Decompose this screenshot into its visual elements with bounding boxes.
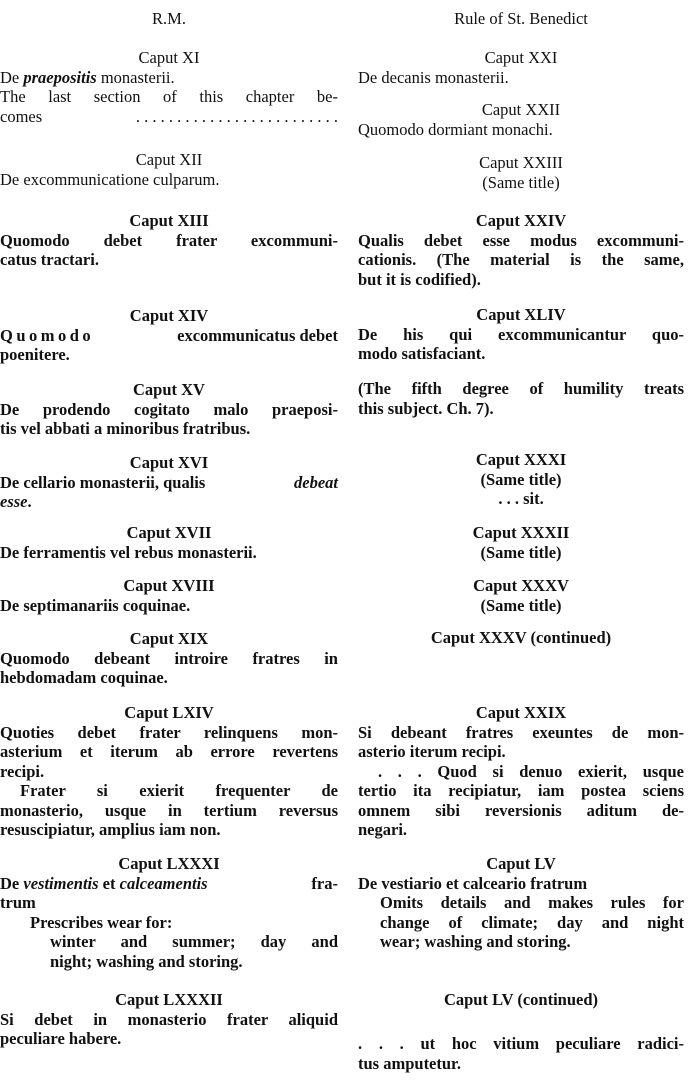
- entry-caput-lxxxi: [0, 854, 338, 971]
- entry-line: resuscipiatur, amplius iam non.: [0, 820, 221, 839]
- entry-caput-xxxv: [358, 576, 684, 615]
- entry-line: Quomodo debeant introire fratres in: [0, 648, 338, 668]
- entry-line: (The fifth degree of humility treats: [358, 379, 684, 398]
- caput-heading: Caput LV (continued): [443, 990, 599, 1009]
- entry-caput-xi: [0, 48, 338, 126]
- caput-heading: Caput XIX: [129, 629, 209, 648]
- caput-heading: Caput XXXV (continued): [430, 628, 612, 647]
- entry-line: (Same title): [482, 172, 560, 192]
- entry-line: change of climate; day and night: [380, 912, 684, 932]
- entry-line: hebdomadam coquinae.: [0, 668, 168, 687]
- entry-caput-xxiii: [358, 153, 684, 192]
- caput-heading: Caput LV: [486, 854, 556, 873]
- entry-line: recipi.: [0, 761, 45, 781]
- entry-line: De decanis monasterii.: [358, 67, 509, 87]
- entry-line: tis vel abbati a minoribus fratribus.: [0, 419, 251, 438]
- entry-line: De cellario monasterii, qualis debeat: [0, 472, 338, 492]
- entry-caput-xxi: [358, 48, 684, 87]
- entry-caput-xvi: [0, 453, 338, 512]
- entry-line: Qualis debet esse modus excommuni-: [358, 230, 684, 250]
- entry-fifth-degree-note: [358, 379, 684, 418]
- entry-line: Si debeant fratres exeuntes de mon-: [358, 722, 684, 742]
- entry-line: catus tractari.: [0, 250, 99, 269]
- entry-line: negari.: [358, 820, 408, 839]
- entry-caput-xv: [0, 380, 338, 439]
- entry-caput-lv: [358, 854, 684, 952]
- entry-line: De ferramentis vel rebus monasterii.: [0, 542, 257, 562]
- entry-caput-xvii: [0, 523, 338, 562]
- entry-line: . . . Quod si denuo exierit, usque: [378, 761, 684, 781]
- entry-line: Quomodo excommunicatus debet: [0, 325, 338, 345]
- entry-caput-lv-continued: [358, 990, 684, 1010]
- entry-caput-xliv: [358, 305, 684, 364]
- entry-line: peculiare habere.: [0, 1029, 122, 1048]
- caput-heading: Caput LXXXI: [118, 854, 220, 873]
- entry-caput-xxxv-continued: [358, 628, 684, 648]
- caput-heading: Caput XII: [135, 150, 203, 169]
- entry-caput-xiii: [0, 211, 338, 270]
- entry-line: esse.: [0, 492, 32, 511]
- entry-caput-lxxxii: [0, 990, 338, 1049]
- entry-line: tertio ita recipiatur, iam postea sciens: [358, 781, 684, 800]
- caput-heading: Caput XXII: [481, 100, 561, 119]
- caput-heading: Caput XXIX: [475, 703, 567, 722]
- entry-line: De vestiario et calceario fratrum: [358, 873, 588, 893]
- column-header-rm: R.M.: [152, 9, 186, 28]
- entry-line: . . . sit.: [498, 489, 544, 508]
- entry-line: De excommunicatione culparum.: [0, 169, 220, 189]
- entry-line: Frater si exierit frequenter de: [20, 781, 338, 800]
- entry-caput-xxxii: [358, 523, 684, 562]
- entry-caput-xxiv: [358, 211, 684, 289]
- caput-heading: Caput XI: [138, 48, 200, 67]
- entry-line: but it is codified).: [358, 269, 481, 289]
- entry-line: tus amputetur.: [358, 1053, 461, 1073]
- entry-line: this subject. Ch. 7).: [358, 398, 494, 418]
- entry-line: Quoties debet frater relinquens mon-: [0, 722, 338, 742]
- caput-heading: Caput XXXII: [472, 523, 570, 542]
- caput-heading: Caput LXIV: [124, 703, 214, 722]
- entry-line: De septimanariis coquinae.: [0, 595, 191, 615]
- caput-heading: Caput XVI: [129, 453, 209, 472]
- entry-caput-xviii: [0, 576, 338, 615]
- entry-vitium-note: [358, 1034, 684, 1073]
- entry-line: . . . ut hoc vitium peculiare radici-: [358, 1034, 684, 1053]
- caput-heading: Caput XXXV: [473, 576, 569, 595]
- entry-line: wear; washing and storing.: [380, 932, 571, 951]
- entry-line: winter and summer; day and: [50, 932, 338, 951]
- entry-line: Quomodo dormiant monachi.: [358, 119, 553, 139]
- entry-line: De prodendo cogitato malo praeposi-: [0, 399, 338, 419]
- entry-line: De vestimentis et calceamentis fra-: [0, 873, 338, 893]
- entry-line: Quomodo debet frater excommuni-: [0, 230, 338, 250]
- entry-line: comes . . . . . . . . . . . . . . . . . . . . . . . . .: [0, 106, 338, 126]
- entry-line: night; washing and storing.: [50, 951, 243, 971]
- caput-heading: Caput LXXXII: [115, 990, 223, 1009]
- entry-caput-xxii: [358, 100, 684, 139]
- entry-caput-xix: [0, 629, 338, 688]
- caput-heading: Caput XXIII: [479, 153, 563, 172]
- entry-line: De his qui excommunicantur quo-: [358, 324, 684, 344]
- entry-caput-lxiv: [0, 703, 338, 840]
- entry-line: cationis. (The material is the same,: [358, 250, 684, 269]
- entry-caput-xiv: [0, 306, 338, 365]
- entry-caput-xxxi: [358, 450, 684, 509]
- entry-line: asterio iterum recipi.: [358, 742, 506, 761]
- entry-line: Prescribes wear for:: [30, 912, 173, 932]
- caput-heading: Caput XVIII: [123, 576, 215, 595]
- caput-heading: Caput XVII: [126, 523, 212, 542]
- caput-heading: Caput XXI: [484, 48, 558, 67]
- entry-caput-xxix: [358, 703, 684, 840]
- caput-heading: Caput XIII: [129, 211, 209, 230]
- entry-line: modo satisfaciant.: [358, 344, 486, 363]
- entry-line: The last section of this chapter be-: [0, 87, 338, 106]
- entry-line: asterium et iterum ab errore revertens: [0, 742, 338, 761]
- entry-line: (Same title): [480, 469, 562, 489]
- entry-line: Si debet in monasterio frater aliquid: [0, 1009, 338, 1029]
- caput-heading: Caput XXIV: [475, 211, 567, 230]
- entry-line: De praepositis monasterii.: [0, 67, 175, 87]
- caput-heading: Caput XLIV: [476, 305, 566, 324]
- entry-line: Omits details and makes rules for: [380, 893, 684, 912]
- column-header-rule-of-st-benedict: Rule of St. Benedict: [454, 9, 588, 28]
- entry-line: (Same title): [480, 595, 562, 615]
- caput-heading: Caput XIV: [129, 306, 209, 325]
- caput-heading: Caput XV: [133, 380, 205, 399]
- entry-caput-xii: [0, 150, 338, 189]
- entry-line: monasterio, usque in tertium reversus: [0, 800, 338, 820]
- entry-line: omnem sibi reversionis aditum de-: [358, 800, 684, 820]
- caput-heading: Caput XXXI: [475, 450, 567, 469]
- entry-line: poenitere.: [0, 345, 70, 364]
- entry-line: (Same title): [480, 542, 562, 562]
- entry-line: trum: [0, 893, 36, 912]
